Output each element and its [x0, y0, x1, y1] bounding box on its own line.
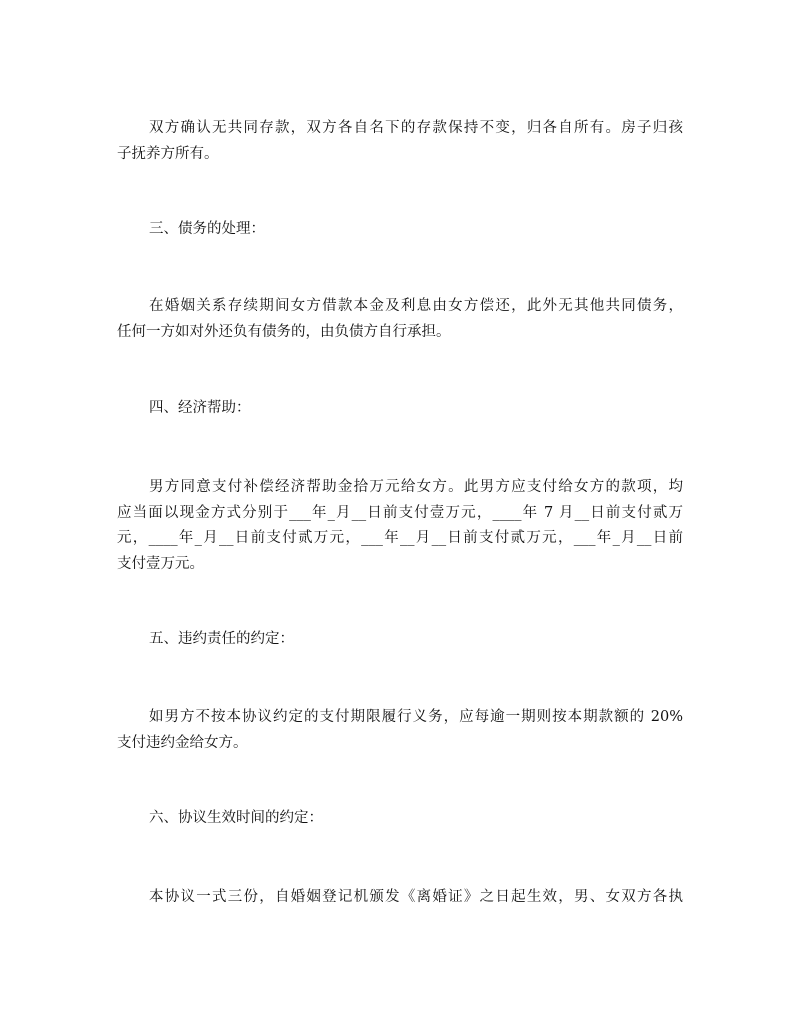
paragraph-effective-date — [117, 885, 683, 911]
section-heading-effective-date: 六、协议生效时间的约定： — [149, 810, 323, 826]
paragraph-deposits-house — [117, 116, 683, 167]
paragraph-line: 如男方不按本协议约定的支付期限履行义务，应每逾一期则按本期款额的 20% — [149, 709, 683, 725]
paragraph-line: 男方同意支付补偿经济帮助金拾万元给女方。此男方应支付给女方的款项，均 — [149, 479, 683, 495]
paragraph-line: 在婚姻关系存续期间女方借款本金及利息由女方偿还，此外无其他共同债务， — [149, 298, 683, 314]
section-heading-breach: 五、违约责任的约定： — [149, 631, 294, 647]
paragraph-financial-help — [117, 475, 683, 577]
paragraph-line: 双方确认无共同存款，双方各自名下的存款保持不变，归各自所有。房子归孩 — [149, 120, 683, 136]
paragraph-breach — [117, 705, 683, 756]
paragraph-line: 应当面以现金方式分别于___年_月__日前支付壹万元，____年 7 月__日前支付贰万 — [117, 504, 683, 521]
paragraph-line: 元，____年_月__日前支付贰万元，___年__月__日前支付贰万元，___年_月__日前 — [117, 530, 683, 546]
paragraph-debts — [117, 294, 683, 345]
paragraph-line: 支付壹万元。 — [117, 555, 204, 572]
paragraph-line: 支付违约金给女方。 — [117, 734, 248, 751]
paragraph-line: 任何一方如对外还负有债务的，由负债方自行承担。 — [117, 323, 451, 340]
section-heading-debts: 三、债务的处理： — [149, 221, 265, 237]
section-heading-financial-help: 四、经济帮助： — [149, 400, 251, 416]
paragraph-line: 子抚养方所有。 — [117, 145, 219, 162]
paragraph-line: 本协议一式三份，自婚姻登记机颁发《离婚证》之日起生效，男、女双方各执 — [149, 889, 683, 905]
